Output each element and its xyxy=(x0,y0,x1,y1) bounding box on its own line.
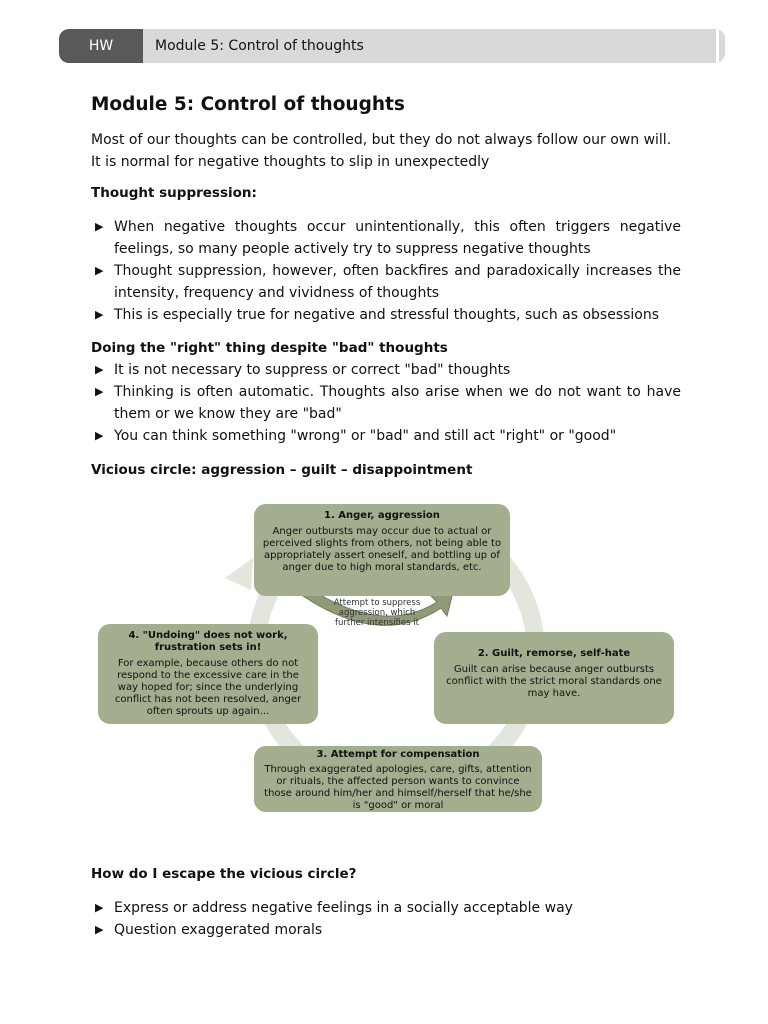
intro-paragraph: Most of our thoughts can be controlled, but they do not always follow our own will. It is normal for negative thoughts to slip in unexpectedly xyxy=(91,132,672,170)
page-title: Module 5: Control of thoughts xyxy=(91,94,405,115)
bullet-triangle-icon: ▶ xyxy=(95,363,104,376)
hw-tab: HW xyxy=(59,29,143,63)
cycle-box-guilt: 2. Guilt, remorse, self-hate Guilt can arise because anger outbursts conflict with the strict moral standards one may have. xyxy=(434,632,674,724)
inner-arrow-label: Attempt to suppress aggression, which further intensifies it xyxy=(333,598,421,628)
list-item: ▶ Express or address negative feelings in a socially acceptable way xyxy=(91,897,681,919)
list-item: ▶ Thinking is often automatic. Thoughts also arise when we do not want to have them or we know they are "bad" xyxy=(91,381,681,425)
ring-arrowhead xyxy=(225,558,253,590)
bullet-triangle-icon: ▶ xyxy=(95,264,104,277)
list-item: ▶ It is not necessary to suppress or correct "bad" thoughts xyxy=(91,359,681,381)
bullet-triangle-icon: ▶ xyxy=(95,429,104,442)
header-end-tab xyxy=(719,29,725,63)
escape-list xyxy=(91,897,681,941)
list-item: ▶ You can think something "wrong" or "bad" and still act "right" or "good" xyxy=(91,425,681,447)
right-thing-heading: Doing the "right" thing despite "bad" thoughts xyxy=(91,340,448,356)
bullet-triangle-icon: ▶ xyxy=(95,385,104,398)
escape-heading: How do I escape the vicious circle? xyxy=(91,866,357,882)
list-item: ▶ This is especially true for negative and stressful thoughts, such as obsessions xyxy=(91,304,681,326)
bullet-triangle-icon: ▶ xyxy=(95,220,104,233)
suppression-list xyxy=(91,216,681,326)
page-content xyxy=(91,90,681,481)
list-item: ▶ Question exaggerated morals xyxy=(91,919,681,941)
bullet-triangle-icon: ▶ xyxy=(95,308,104,321)
list-item: ▶ When negative thoughts occur unintentionally, this often triggers negative feelings, so many people actively try to suppress negative thoughts xyxy=(91,216,681,260)
vicious-circle-heading: Vicious circle: aggression – guilt – disappointment xyxy=(91,462,473,478)
bullet-triangle-icon: ▶ xyxy=(95,901,104,914)
cycle-box-compensation: 3. Attempt for compensation Through exaggerated apologies, care, gifts, attention or rituals, the affected person wants to convince those around him/her and himself/herself that he/she is "good" or moral xyxy=(254,746,542,812)
vicious-circle-diagram xyxy=(91,498,681,818)
escape-section xyxy=(91,863,681,941)
suppression-heading: Thought suppression: xyxy=(91,185,257,201)
right-thing-list xyxy=(91,359,681,447)
cycle-box-anger: 1. Anger, aggression Anger outbursts may occur due to actual or perceived slights from others, not being able to appropriately assert oneself, and bottling up of anger due to high moral standards, etc. xyxy=(254,504,510,596)
header-bar xyxy=(59,29,725,63)
list-item: ▶ Thought suppression, however, often backfires and paradoxically increases the intensity, frequency and vividness of thoughts xyxy=(91,260,681,304)
bullet-triangle-icon: ▶ xyxy=(95,923,104,936)
cycle-box-undoing: 4. "Undoing" does not work, frustration sets in! For example, because others do not respond to the excessive care in the way hoped for; since the underlying conflict has not been resolved, anger often sprouts up again... xyxy=(98,624,318,724)
module-title-tab: Module 5: Control of thoughts xyxy=(145,29,715,63)
